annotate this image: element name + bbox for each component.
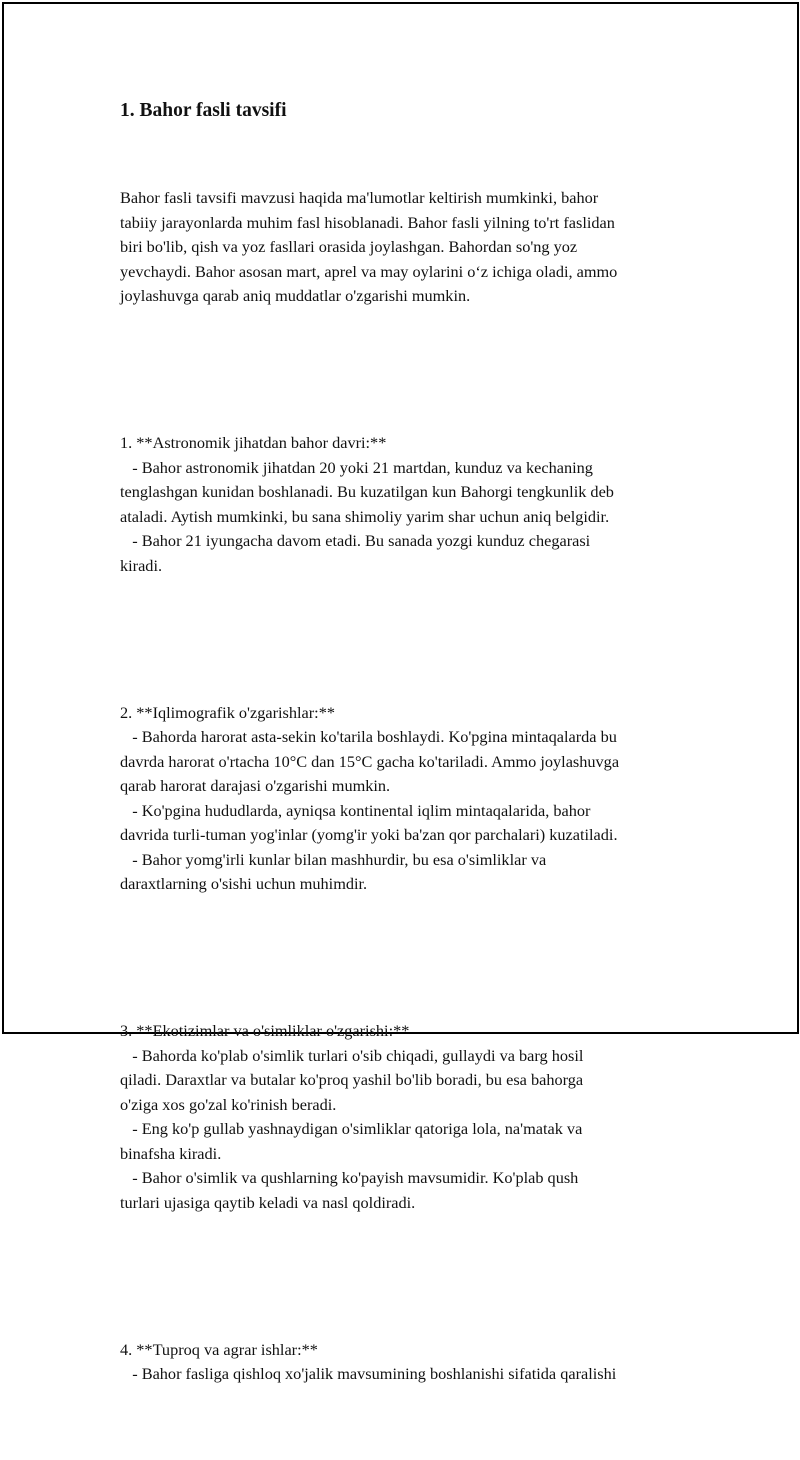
text-line: qiladi. Daraxtlar va butalar ko'proq yashil bo'lib boradi, bu esa bahorga (120, 1070, 584, 1089)
text-line: davrida turli-tuman yog'inlar (yomg'ir yoki ba'zan qor parchalari) kuzatiladi. (120, 825, 618, 844)
text-line: - Ko'pgina hududlarda, ayniqsa kontinental iqlim mintaqalarida, bahor (120, 800, 591, 820)
document-page (2, 2, 799, 1383)
text-line: Bahor fasli tavsifi mavzusi haqida ma'lumotlar keltirish mumkinki, bahor (120, 188, 599, 207)
text-line: kiradi. (120, 555, 163, 575)
text-line: o'ziga xos go'zal ko'rinish beradi. (120, 1094, 337, 1114)
text-line: qarab harorat darajasi o'zgarishi mumkin. (120, 776, 391, 795)
intro-paragraph (120, 137, 690, 358)
astronomy-section (120, 382, 690, 627)
text-line: binafsha kiradi. (120, 1143, 222, 1163)
section-title: 4. **Tuproq va agrar ishlar:** (120, 1339, 318, 1359)
text-line: ataladi. Aytish mumkinki, bu sana shimoliy yarim shar uchun aniq belgidir. (120, 506, 610, 526)
text-line: - Bahor 21 iyungacha davom etadi. Bu sanada yozgi kunduz chegarasi (120, 531, 591, 550)
text-line: turlari ujasiga qaytib keladi va nasl qoldiradi. (120, 1192, 416, 1212)
section-title: 1. **Astronomik jihatdan bahor davri:** (120, 433, 387, 452)
text-line: yevchaydi. Bahor asosan mart, aprel va may oylarini oʻz ichiga oladi, ammo (120, 261, 618, 281)
ecosystem-section (120, 970, 690, 1264)
document-heading: 1. Bahor fasli tavsifi (120, 100, 287, 121)
text-line: - Bahorda harorat asta-sekin ko'tarila boshlaydi. Ko'pgina mintaqalarda bu (120, 727, 617, 746)
text-line: tenglashgan kunidan boshlanadi. Bu kuzatilgan kun Bahorgi tengkunlik deb (120, 482, 614, 501)
text-line: - Bahor fasliga qishloq xo'jalik mavsumining boshlanishi sifatida qaralishi (120, 1364, 617, 1383)
text-line: biri bo'lib, qish va yoz fasllari orasida joylashgan. Bahordan so'ng yoz (120, 237, 578, 256)
document-body (120, 96, 690, 1460)
text-line: - Bahor astronomik jihatdan 20 yoki 21 martdan, kunduz va kechaning (120, 457, 593, 477)
section-title: 3. **Ekotizimlar va o'simliklar o'zgarishi:** (120, 1021, 410, 1040)
text-line: - Eng ko'p gullab yashnaydigan o'simliklar qatoriga lola, na'matak va (120, 1119, 583, 1138)
section-title: 2. **Iqlimografik o'zgarishlar:** (120, 702, 335, 722)
text-line: tabiiy jarayonlarda muhim fasl hisoblanadi. Bahor fasli yilning to'rt faslidan (120, 212, 615, 232)
agriculture-section (120, 1289, 690, 1436)
text-line: davrda harorat o'rtacha 10°C dan 15°C gacha ko'tariladi. Ammo joylashuvga (120, 751, 620, 771)
climate-section (120, 652, 690, 946)
text-line: daraxtlarning o'sishi uchun muhimdir. (120, 874, 368, 893)
text-line: - Bahor o'simlik va qushlarning ko'payish mavsumidir. Ko'plab qush (120, 1168, 579, 1187)
text-line: - Bahor yomg'irli kunlar bilan mashhurdir, bu esa o'simliklar va (120, 849, 547, 869)
text-line: joylashuvga qarab aniq muddatlar o'zgarishi mumkin. (120, 286, 471, 305)
text-line: - Bahorda ko'plab o'simlik turlari o'sib chiqadi, gullaydi va barg hosil (120, 1045, 584, 1065)
